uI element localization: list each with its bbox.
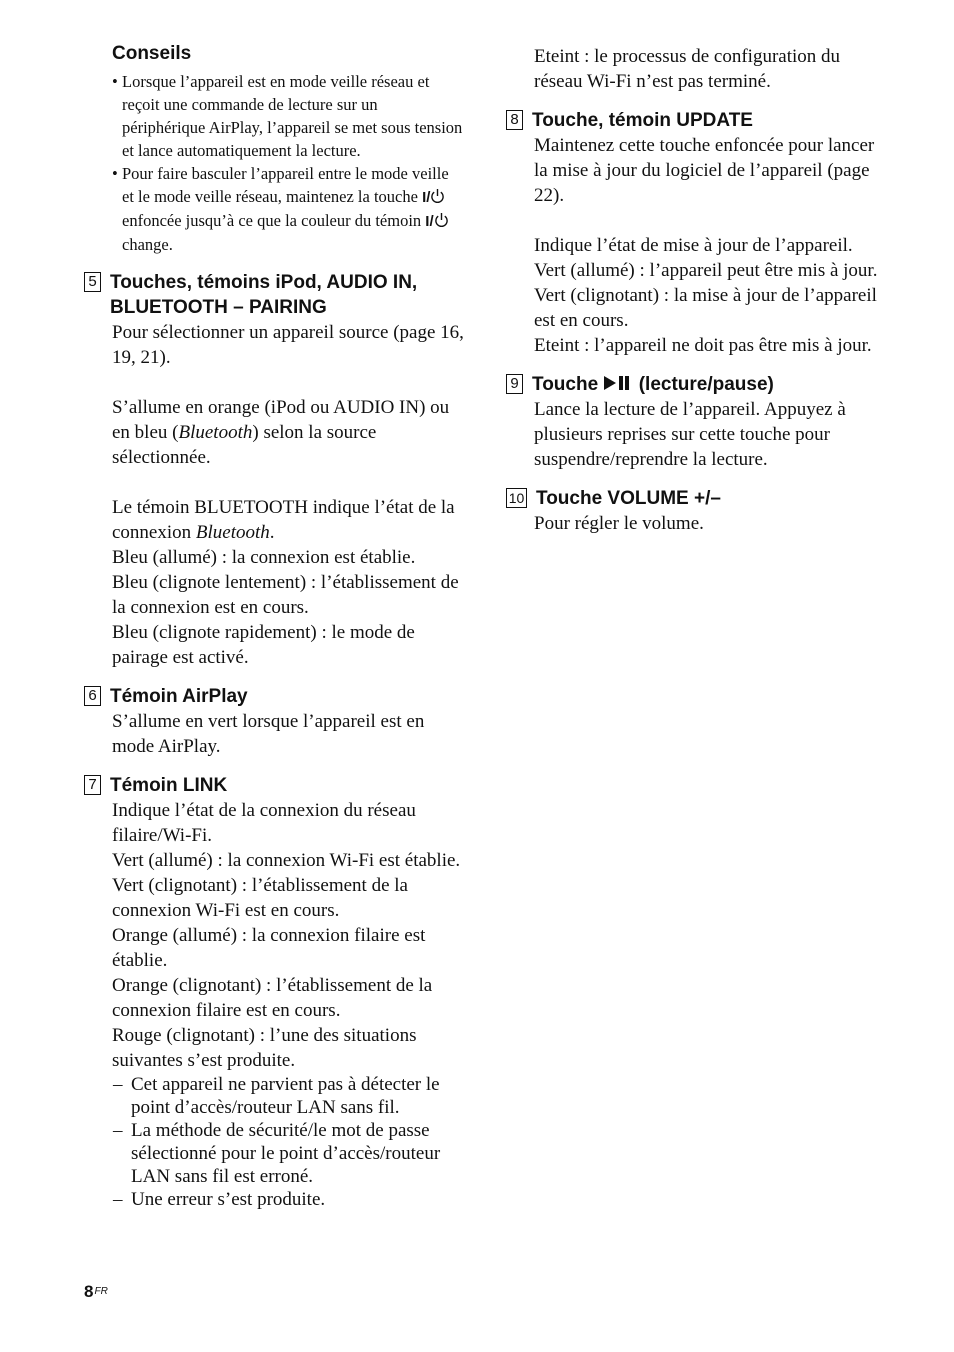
paragraph: Indique l’état de la connexion du réseau filaire/Wi-Fi. xyxy=(112,800,416,846)
section-number: 7 xyxy=(84,775,101,795)
section-number: 6 xyxy=(84,686,101,706)
paragraph: Rouge (clignotant) : l’une des situations suivantes s’est produite. xyxy=(112,1025,417,1071)
dash-list xyxy=(112,1073,464,1211)
paragraph: Maintenez cette touche enfoncée pour lancer la mise à jour du logiciel de l’appareil (page 22). xyxy=(534,135,875,206)
paragraph: Lance la lecture de l’appareil. Appuyez à plusieurs reprises sur cette touche pour suspendre/reprendre la lecture. xyxy=(534,399,846,470)
paragraph: Vert (clignotant) : l’établissement de la connexion Wi-Fi est en cours. xyxy=(112,875,408,921)
section-heading xyxy=(84,270,464,320)
paragraph: Vert (allumé) : la connexion Wi-Fi est établie. xyxy=(112,850,461,871)
list-item: – Une erreur s’est produite. xyxy=(113,1189,326,1210)
power-icon xyxy=(430,188,445,204)
list-item: – Cet appareil ne parvient pas à détecter le point d’accès/routeur LAN sans fil. xyxy=(113,1074,440,1118)
section-heading xyxy=(84,684,464,709)
section-5 xyxy=(84,270,464,670)
paragraph: Bleu (clignote rapidement) : le mode de pairage est activé. xyxy=(112,622,415,668)
paragraph: Pour régler le volume. xyxy=(534,513,704,534)
section-7 xyxy=(84,773,464,1211)
paragraph: Vert (allumé) : l’appareil peut être mis à jour. xyxy=(534,260,878,281)
section-heading xyxy=(506,108,886,133)
section-title: Touche VOLUME +/– xyxy=(536,488,721,509)
section-10 xyxy=(506,486,886,536)
play-pause-icon xyxy=(603,374,633,392)
section-heading xyxy=(506,372,886,397)
paragraph: S’allume en vert lorsque l’appareil est en mode AirPlay. xyxy=(112,711,425,757)
section-number: 10 xyxy=(506,488,527,508)
section-title: Témoin LINK xyxy=(110,775,228,796)
paragraph: Pour sélectionner un appareil source (page 16, 19, 21). xyxy=(112,322,464,368)
section-number: 8 xyxy=(506,110,523,130)
paragraph: Bleu (clignote lentement) : l’établissement de la connexion est en cours. xyxy=(112,572,459,618)
section-title: Touche, témoin UPDATE xyxy=(532,110,753,131)
section-number: 5 xyxy=(84,272,101,292)
page-number: $8^{FR}$ xyxy=(84,1282,108,1301)
paragraph: Eteint : l’appareil ne doit pas être mis à jour. xyxy=(534,335,872,356)
paragraph: Indique l’état de mise à jour de l’appareil. xyxy=(534,235,853,256)
left-column xyxy=(84,42,464,1225)
section-heading xyxy=(506,486,886,511)
tips-title: Conseils xyxy=(112,43,192,64)
power-icon xyxy=(434,212,449,228)
section-title: Touche (lecture/pause) xyxy=(532,374,774,395)
section-number: 9 xyxy=(506,374,523,394)
section-heading xyxy=(84,773,464,798)
paragraph: Orange (clignotant) : l’établissement de la connexion filaire est en cours. xyxy=(112,975,433,1021)
paragraph: Vert (clignotant) : la mise à jour de l’appareil est en cours. xyxy=(534,285,877,331)
paragraph: Le témoin BLUETOOTH indique l’état de la connexion Bluetooth. xyxy=(112,497,455,543)
tips-list xyxy=(112,70,464,256)
section-9 xyxy=(506,372,886,472)
paragraph: Orange (allumé) : la connexion filaire est établie. xyxy=(112,925,426,971)
section-title: Témoin AirPlay xyxy=(110,686,248,707)
section-8 xyxy=(506,108,886,358)
paragraph: Bleu (allumé) : la connexion est établie. xyxy=(112,547,416,568)
section-6 xyxy=(84,684,464,759)
right-column xyxy=(506,44,886,550)
tip-item: • Pour faire basculer l’appareil entre le mode veille et le mode veille réseau, maintenez la touche I/ enfoncée jusqu’à ce que la couleur du témoin I/ change. xyxy=(112,164,449,254)
paragraph: S’allume en orange (iPod ou AUDIO IN) ou en bleu (Bluetooth) selon la source sélectionnée. xyxy=(112,397,450,468)
tip-item: • Lorsque l’appareil est en mode veille réseau et reçoit une commande de lecture sur un périphérique AirPlay, l’appareil se met sous tension et lance automatiquement la lecture. xyxy=(112,72,463,160)
section-title: Touches, témoins iPod, AUDIO IN, BLUETOOTH – PAIRING xyxy=(110,272,418,318)
continued-paragraph: Eteint : le processus de configuration du réseau Wi-Fi n’est pas terminé. xyxy=(534,46,841,92)
power-indicator-symbol: I/ xyxy=(425,213,448,230)
power-button-symbol: I/ xyxy=(422,189,445,206)
list-item: – La méthode de sécurité/le mot de passe sélectionné pour le point d’accès/routeur LAN sans fil est erroné. xyxy=(113,1120,441,1187)
